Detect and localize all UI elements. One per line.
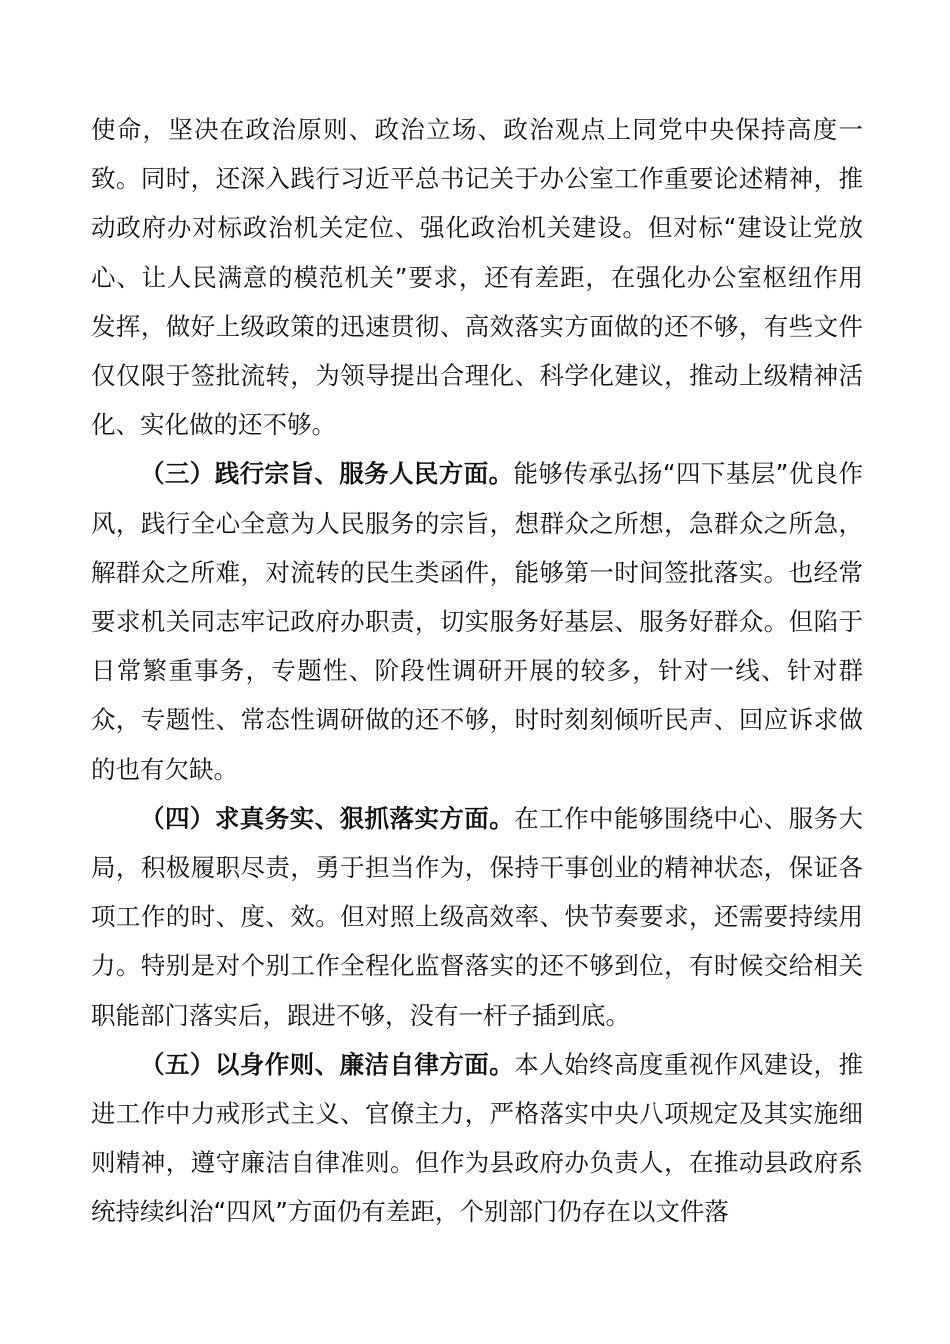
- paragraph-body: 使命，坚决在政治原则、政治立场、政治观点上同党中央保持高度一致。同时，还深入践行习近平总书记关于办公室工作重要论述精神，推动政府办对标政治机关定位、强化政治机关建设。但对标“建设让党放心、让人民满意的模范机关”要求，还有差距，在强化办公室枢纽作用发挥，做好上级政策的迅速贯彻、高效落实方面做的还不够，有些文件仅仅限于签批流转，为领导提出合理化、科学化建议，推动上级精神活化、实化做的还不够。: [91, 115, 863, 440]
- paragraph-section-5: [91, 1040, 863, 1237]
- paragraph-body: 能够传承弘扬“四下基层”优良作风，践行全心全意为人民服务的宗旨，想群众之所想，急群众之所急，解群众之所难，对流转的民生类函件，能够第一时间签批落实。也经常要求机关同志牢记政府办职责，切实服务好基层、服务好群众。但陷于日常繁重事务，专题性、阶段性调研开展的较多，针对一线、针对群众，专题性、常态性调研做的还不够，时时刻刻倾听民声、回应诉求做的也有欠缺。: [91, 459, 864, 784]
- paragraph-body: 本人始终高度重视作风建设，推进工作中力戒形式主义、官僚主力，严格落实中央八项规定及其实施细则精神，遵守廉洁自律准则。但作为县政府办负责人，在推动县政府系统持续纠治“四风”方面仍有差距，个别部门仍存在以文件落: [91, 1049, 864, 1227]
- paragraph-section-4: [91, 794, 863, 1040]
- paragraph-continuation: [91, 105, 863, 449]
- document-body: [91, 105, 863, 1237]
- section-heading-3: （三）践行宗旨、服务人民方面。: [140, 459, 514, 489]
- section-heading-5: （五）以身作则、廉洁自律方面。: [140, 1049, 515, 1079]
- section-heading-4: （四）求真务实、狠抓落实方面。: [140, 803, 515, 833]
- paragraph-body: 在工作中能够围绕中心、服务大局，积极履职尽责，勇于担当作为，保持干事创业的精神状态，保证各项工作的时、度、效。但对照上级高效率、快节奏要求，还需要持续用力。特别是对个别工作全程化监督落实的还不够到位，有时候交给相关职能部门落实后，跟进不够，没有一杆子插到底。: [91, 803, 864, 1030]
- paragraph-section-3: [91, 449, 863, 793]
